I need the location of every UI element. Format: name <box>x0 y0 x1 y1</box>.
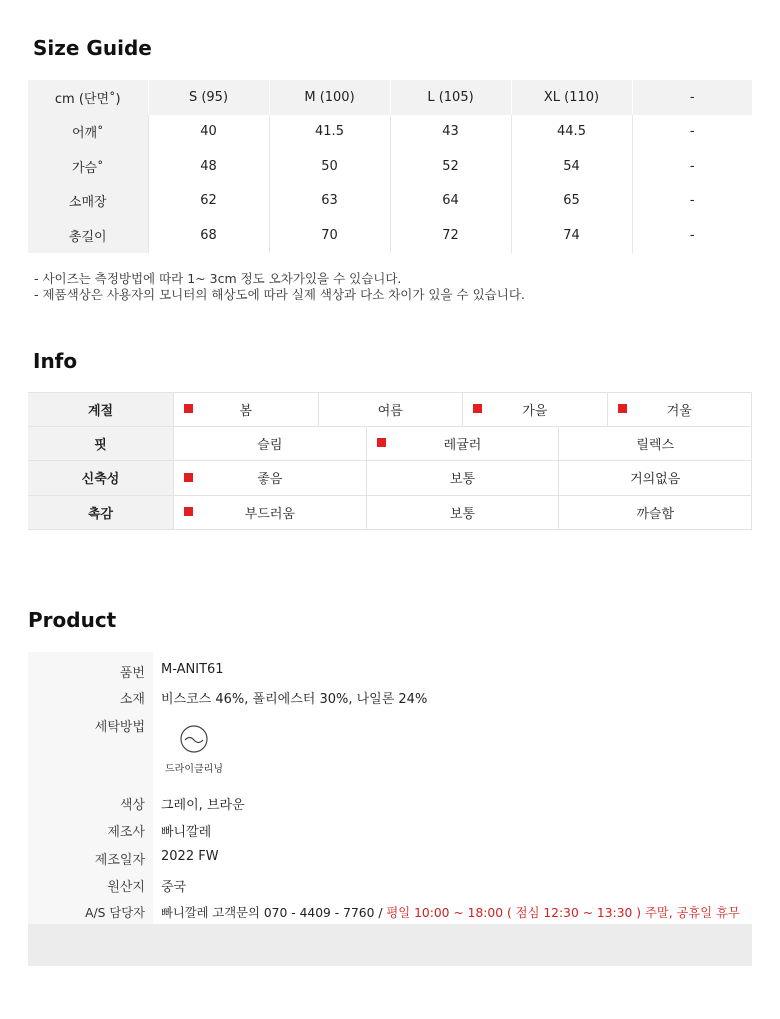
selected-marker-icon <box>184 473 193 482</box>
info-option <box>173 393 318 426</box>
info-option-label: 여름 <box>377 403 403 419</box>
selected-marker-icon <box>377 438 386 447</box>
info-option <box>173 461 366 495</box>
info-option-label: 부드러움 <box>244 506 295 522</box>
info-row-label: 촉감 <box>28 496 173 530</box>
size-header-extra: - <box>632 80 752 115</box>
size-cell: 50 <box>269 149 390 184</box>
product-label: A/S 담당자 <box>85 906 145 920</box>
size-header-m: M (100) <box>269 80 390 115</box>
product-value: 중국 <box>161 880 187 895</box>
size-row-label: 가슴˚ <box>28 149 148 184</box>
info-row-label: 신축성 <box>28 461 173 495</box>
info-option <box>558 496 752 530</box>
info-option-label: 까슬함 <box>636 506 675 522</box>
info-option-label: 봄 <box>239 403 253 419</box>
size-header-l: L (105) <box>390 80 511 115</box>
info-option-label: 레귤러 <box>443 437 482 453</box>
product-title: Product <box>28 608 117 632</box>
product-label: 소재 <box>119 692 145 707</box>
selected-marker-icon <box>184 507 193 516</box>
product-value: 빠니깔레 <box>161 825 212 840</box>
product-row-maker <box>28 821 211 840</box>
product-row-material <box>28 688 427 707</box>
size-cell: 48 <box>148 149 269 184</box>
size-cell: 44.5 <box>511 115 632 150</box>
size-cell: 74 <box>511 218 632 253</box>
info-option-label: 보통 <box>449 472 476 488</box>
product-row-item-no <box>28 662 224 681</box>
info-option <box>558 461 752 495</box>
size-header-unit: cm (단면˚) <box>28 80 148 115</box>
size-note: - 사이즈는 측정방법에 따라 1~ 3cm 정도 오차가있을 수 있습니다. <box>34 271 402 286</box>
product-label: 색상 <box>119 798 145 813</box>
size-cell: 70 <box>269 218 390 253</box>
size-cell: - <box>689 193 695 209</box>
info-option <box>366 427 559 461</box>
size-cell: 40 <box>148 115 269 150</box>
size-cell: - <box>689 158 695 174</box>
size-header-xl: XL (110) <box>511 80 632 115</box>
size-cell: 62 <box>148 184 269 219</box>
info-row-season <box>28 392 752 427</box>
size-cell: 41.5 <box>269 115 390 150</box>
info-row-stretch <box>28 461 752 496</box>
product-label: 제조일자 <box>94 853 145 868</box>
size-cell: 72 <box>390 218 511 253</box>
size-guide-table <box>28 80 752 253</box>
size-row-length <box>28 218 752 253</box>
info-grid <box>28 392 752 530</box>
size-row-sleeve <box>28 184 752 219</box>
selected-marker-icon <box>184 404 193 413</box>
info-option <box>173 427 366 461</box>
info-option <box>318 393 463 426</box>
product-info <box>28 652 752 966</box>
size-row-label: 소매장 <box>28 184 148 219</box>
selected-marker-icon <box>473 404 482 413</box>
info-option-label: 슬림 <box>257 437 283 453</box>
size-cell: 65 <box>511 184 632 219</box>
info-option-label: 거의없음 <box>630 472 681 488</box>
product-row-date <box>28 849 219 868</box>
info-option-label: 가을 <box>522 403 548 419</box>
info-option-label: 좋음 <box>257 472 283 488</box>
product-value: 2022 FW <box>161 849 219 864</box>
info-option-label: 보통 <box>449 506 476 522</box>
info-option-label: 겨울 <box>666 403 692 419</box>
info-option <box>607 393 753 426</box>
product-value: M-ANIT61 <box>161 662 224 677</box>
size-cell: 43 <box>390 115 511 150</box>
size-row-label: 총길이 <box>28 218 148 253</box>
size-table-header <box>28 80 752 115</box>
product-label: 세탁방법 <box>94 720 145 735</box>
as-hours: 평일 10:00 ~ 18:00 ( 점심 12:30 ~ 13:30 ) 주말, 공휴일 휴무 <box>386 906 740 920</box>
info-option <box>173 496 366 530</box>
info-row-label: 계절 <box>28 393 173 426</box>
selected-marker-icon <box>618 404 627 413</box>
dry-clean-icon <box>179 724 209 754</box>
info-option <box>366 496 559 530</box>
product-row-as <box>28 903 740 921</box>
washing-method <box>160 724 228 775</box>
size-row-chest <box>28 149 752 184</box>
info-row-texture <box>28 496 752 531</box>
size-note: - 제품색상은 사용자의 모니터의 해상도에 따라 실제 색상과 다소 차이가 있을 수 있습니다. <box>34 287 525 302</box>
product-row-color <box>28 794 245 813</box>
product-label: 품번 <box>119 666 145 681</box>
as-contact: 빠니깔레 고객문의 070 - 4409 - 7760 / <box>161 906 383 920</box>
product-label: 제조사 <box>107 825 145 840</box>
product-value <box>161 903 740 921</box>
size-cell: 64 <box>390 184 511 219</box>
size-guide-title: Size Guide <box>33 36 152 60</box>
info-option <box>558 427 752 461</box>
product-row-origin <box>28 876 186 895</box>
product-value: 비스코스 46%, 폴리에스터 30%, 나일론 24% <box>161 692 428 707</box>
product-row-washing <box>28 716 145 735</box>
size-row-shoulder <box>28 115 752 150</box>
product-footer-band <box>28 924 752 966</box>
size-cell: - <box>689 124 695 140</box>
product-label: 원산지 <box>107 880 145 895</box>
size-cell: 63 <box>269 184 390 219</box>
size-notes <box>34 271 525 303</box>
info-title: Info <box>33 349 78 373</box>
info-row-fit <box>28 427 752 462</box>
size-cell: 52 <box>390 149 511 184</box>
product-value: 그레이, 브라운 <box>161 798 245 813</box>
size-cell: - <box>689 227 695 243</box>
washing-label: 드라이클리닝 <box>165 764 223 775</box>
info-option <box>462 393 607 426</box>
size-cell: 54 <box>511 149 632 184</box>
info-row-label: 핏 <box>28 427 173 461</box>
info-option-label: 릴렉스 <box>636 437 675 453</box>
size-row-label: 어깨˚ <box>28 115 148 150</box>
size-header-s: S (95) <box>148 80 269 115</box>
size-cell: 68 <box>148 218 269 253</box>
info-option <box>366 461 559 495</box>
